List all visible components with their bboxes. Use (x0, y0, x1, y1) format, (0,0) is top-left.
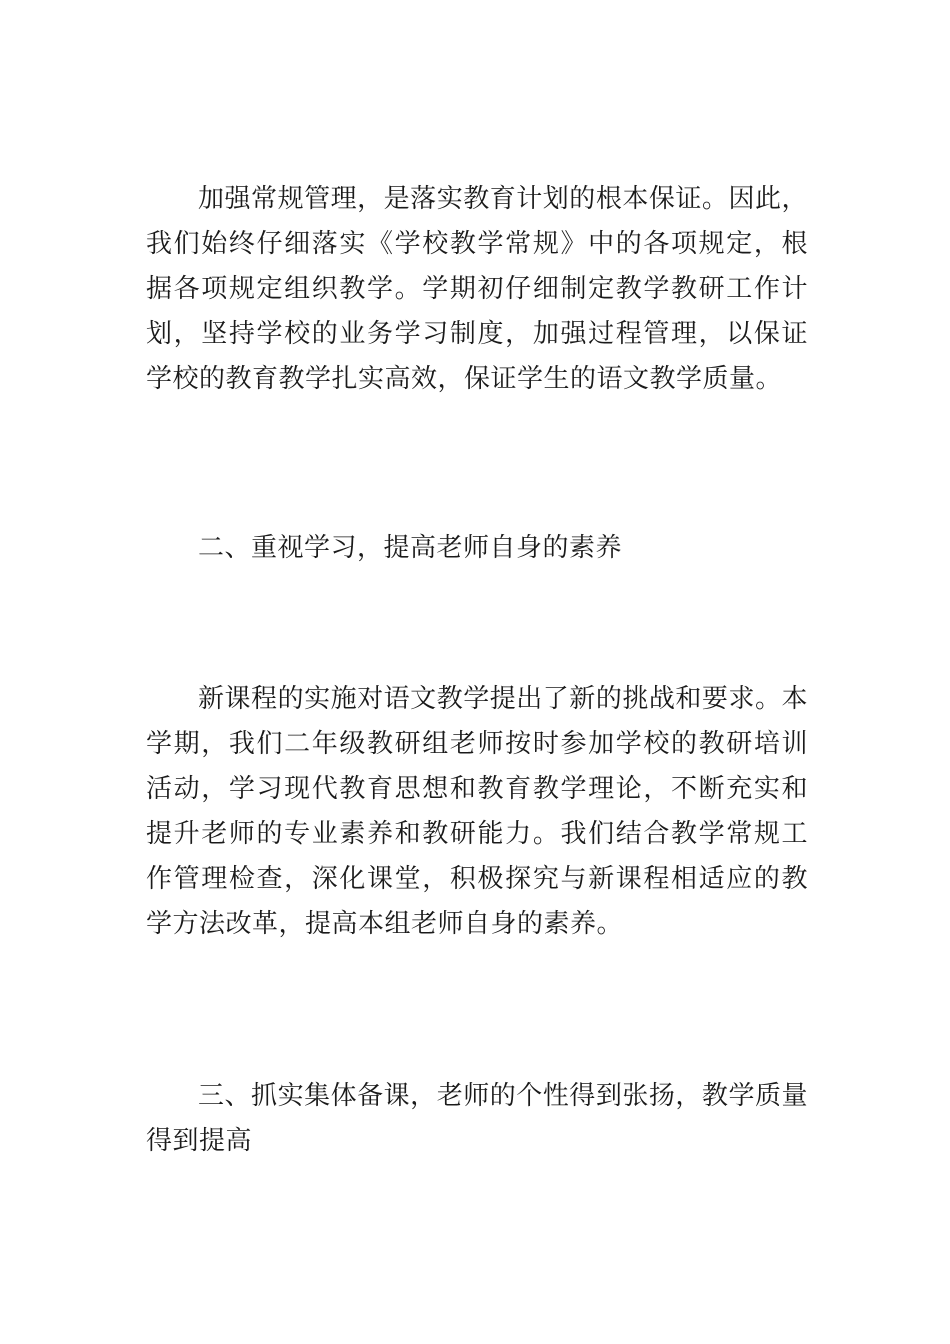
paragraph-new-curriculum: 新课程的实施对语文教学提出了新的挑战和要求。本学期，我们二年级教研组老师按时参加学校的教研培训活动，学习现代教育思想和教育教学理论，不断充实和提升老师的专业素养和教研能力。我们结合教学常规工作管理检查，深化课堂，积极探究与新课程相适应的教学方法改革，提高本组老师自身的素养。 (146, 684, 808, 939)
section-heading-2: 二、重视学习，提高老师自身的素养 (198, 533, 623, 563)
section-heading-3: 三、抓实集体备课，老师的个性得到张扬，教学质量得到提高 (146, 1081, 808, 1156)
paragraph-routine-management: 加强常规管理，是落实教育计划的根本保证。因此，我们始终仔细落实《学校教学常规》中的各项规定，根据各项规定组织教学。学期初仔细制定教学教研工作计划，坚持学校的业务学习制度，加强过程管理，以保证学校的教育教学扎实高效，保证学生的语文教学质量。 (146, 184, 808, 394)
